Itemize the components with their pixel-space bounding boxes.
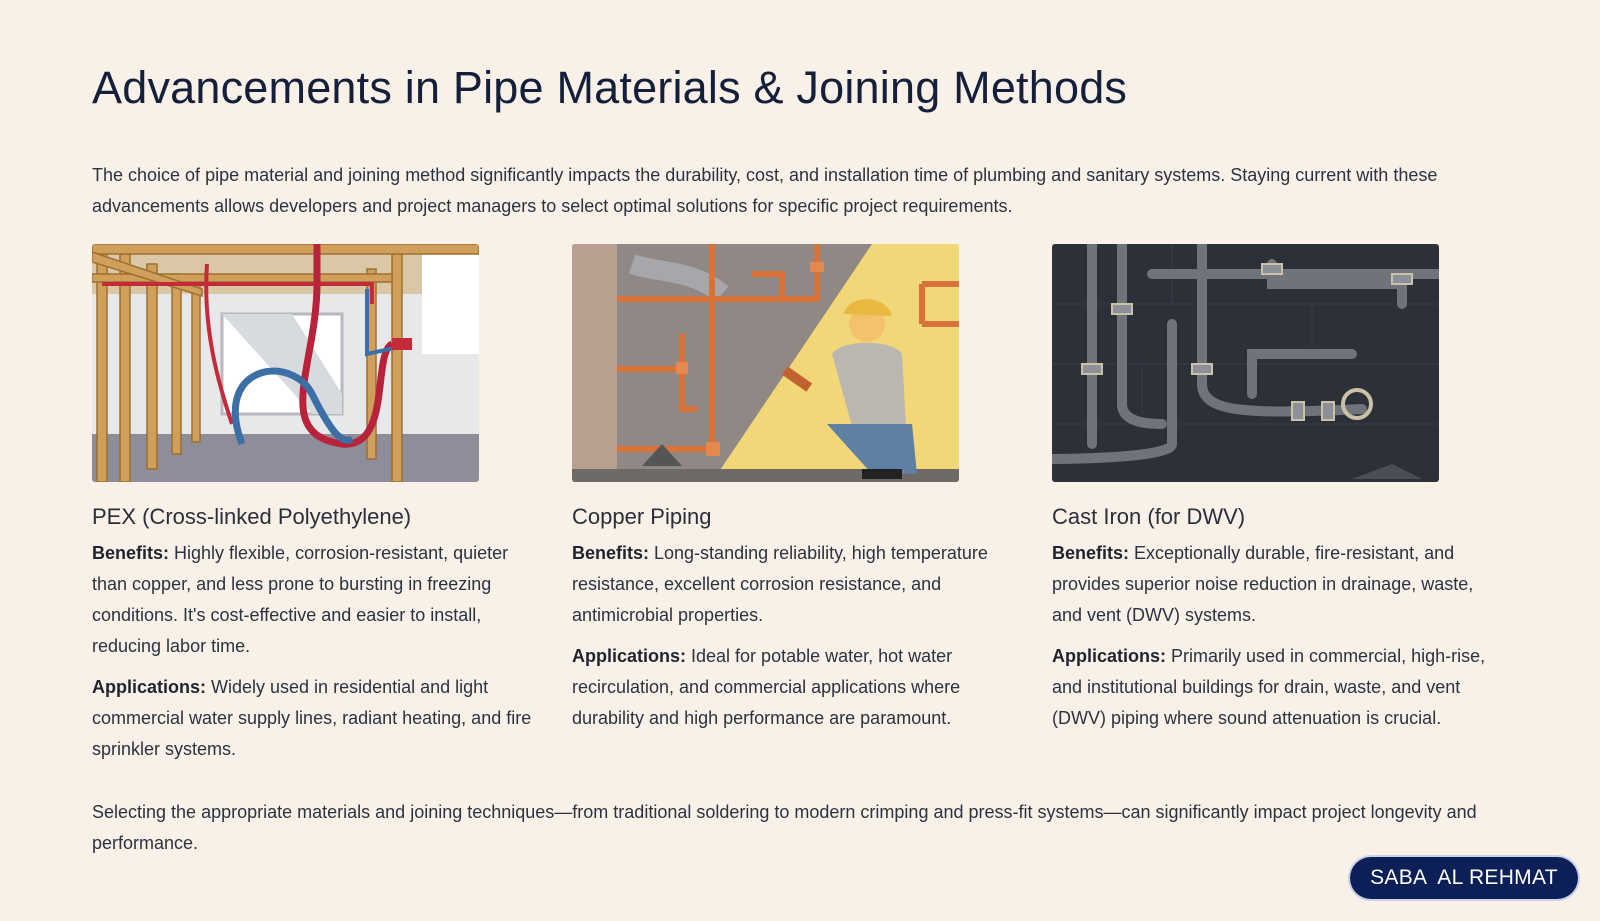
author-badge: SABA AL REHMAT [1350,857,1578,899]
outro-paragraph: Selecting the appropriate materials and joining techniques—from traditional soldering to modern crimping and press-fit systems—can significantly impact project longevity and performance. [92,802,1477,853]
pex-benefits: Benefits: Highly flexible, corrosion-resistant, quieter than copper, and less prone to bursting in freezing conditions. It's cost-effective and easier to install, reducing labor time. [92,543,509,656]
copper-card [572,244,1022,744]
pex-applications: Applications: Widely used in residential and light commercial water supply lines, radiant heating, and fire sprinkler systems. [92,677,532,759]
page-title: Advancements in Pipe Materials & Joining Methods [92,62,1128,113]
pex-card [92,244,542,775]
intro-paragraph: The choice of pipe material and joining method significantly impacts the durability, cost, and installation time of plumbing and sanitary systems. Staying current with these advancements allows developers and project managers to select optimal solutions for specific project requirements. [92,165,1438,216]
copper-applications: Applications: Ideal for potable water, hot water recirculation, and commercial applications where durability and high performance are paramount. [572,646,961,728]
cast-iron-heading: Cast Iron (for DWV) [1052,504,1246,529]
cast-iron-card [1052,244,1502,744]
copper-benefits: Benefits: Long-standing reliability, high temperature resistance, excellent corrosion resistance, and antimicrobial properties. [572,543,988,625]
pex-heading: PEX (Cross-linked Polyethylene) [92,504,412,529]
cast-iron-illustration [1052,244,1439,482]
cast-iron-applications: Applications: Primarily used in commercial, high-rise, and institutional buildings for drain, waste, and vent (DWV) piping where sound attenuation is crucial. [1052,646,1486,728]
pex-illustration [92,244,479,482]
copper-heading: Copper Piping [572,504,712,529]
cast-iron-benefits: Benefits: Exceptionally durable, fire-resistant, and provides superior noise reduction in drainage, waste, and vent (DWV) systems. [1052,543,1474,625]
copper-illustration [572,244,959,482]
